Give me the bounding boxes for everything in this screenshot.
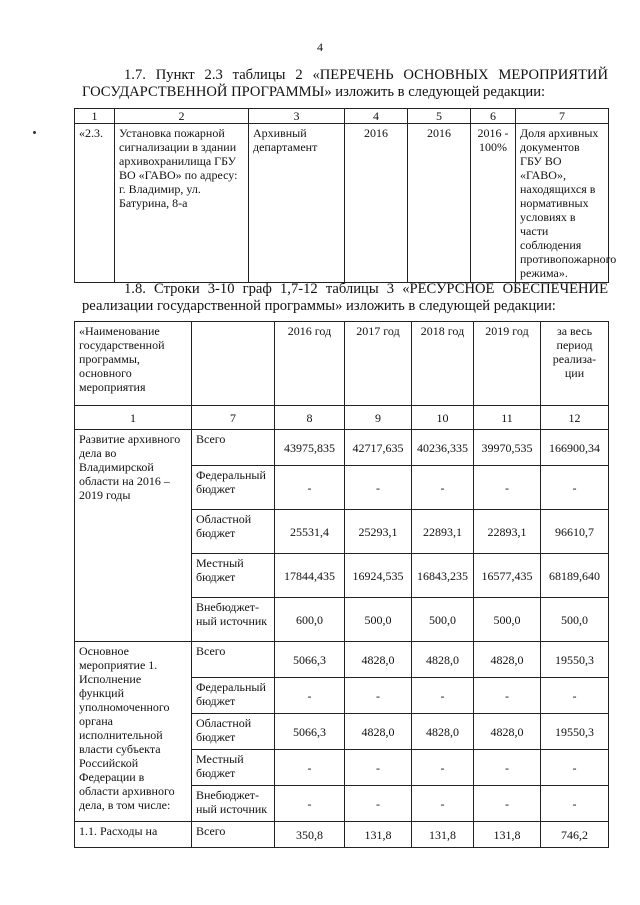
section-1-8-number: 1.8. xyxy=(124,281,146,297)
funding-source: Федеральный бюджет xyxy=(192,678,275,714)
measures-table-row xyxy=(75,124,609,283)
resources-header-year: 2016 год xyxy=(275,322,345,406)
value-2018: - xyxy=(412,786,474,822)
value-2017: - xyxy=(345,750,412,786)
value-2016: 5066,3 xyxy=(275,714,345,750)
measures-header-cell: 1 xyxy=(75,109,115,124)
resources-colnum: 7 xyxy=(192,406,275,430)
funding-source: Всего xyxy=(192,430,275,466)
value-total: - xyxy=(541,678,609,714)
value-2019: 39970,535 xyxy=(474,430,541,466)
section-1-7-paragraph xyxy=(82,67,608,101)
measures-header-cell: 6 xyxy=(471,109,516,124)
value-total: 500,0 xyxy=(541,598,609,642)
value-2019: 4828,0 xyxy=(474,714,541,750)
resources-colnum: 8 xyxy=(275,406,345,430)
value-2017: 4828,0 xyxy=(345,714,412,750)
section-1-7-number: 1.7. xyxy=(124,67,146,83)
measure-start-year: 2016 xyxy=(345,124,408,283)
section-1-7-text: Пункт 2.3 таблицы 2 «ПЕРЕЧЕНЬ ОСНОВНЫХ МЕРОПРИЯТИЙ ГОСУДАРСТВЕННОЙ ПРОГРАММЫ» изложить в следующей редакции: xyxy=(82,67,609,100)
value-total: 68189,640 xyxy=(541,554,609,598)
value-total: 166900,34 xyxy=(541,430,609,466)
value-2016: 350,8 xyxy=(275,822,345,848)
value-2018: 40236,335 xyxy=(412,430,474,466)
funding-source: Внебюджет-ный источник xyxy=(192,786,275,822)
resources-header-year: 2019 год xyxy=(474,322,541,406)
funding-source: Областной бюджет xyxy=(192,510,275,554)
value-2019: 131,8 xyxy=(474,822,541,848)
value-2019: - xyxy=(474,466,541,510)
measures-header-cell: 7 xyxy=(516,109,609,124)
resources-header-row xyxy=(75,322,609,406)
value-total: - xyxy=(541,786,609,822)
value-2017: 16924,535 xyxy=(345,554,412,598)
value-total: 746,2 xyxy=(541,822,609,848)
measure-completion: 2016 - 100% xyxy=(471,124,516,283)
value-2017: 500,0 xyxy=(345,598,412,642)
value-2016: - xyxy=(275,786,345,822)
value-2019: - xyxy=(474,678,541,714)
page-number: 4 xyxy=(317,40,323,54)
value-total: 19550,3 xyxy=(541,714,609,750)
measures-table xyxy=(74,108,617,283)
table-row xyxy=(75,430,609,466)
value-2018: - xyxy=(412,750,474,786)
resources-header-name: «Наименование государственной программы, основного мероприятия xyxy=(75,322,192,406)
value-total: 19550,3 xyxy=(541,642,609,678)
funding-source: Всего xyxy=(192,642,275,678)
measure-number: «2.3. xyxy=(75,124,115,283)
value-2018: - xyxy=(412,678,474,714)
value-2017: 131,8 xyxy=(345,822,412,848)
funding-source: Областной бюджет xyxy=(192,714,275,750)
value-2017: - xyxy=(345,466,412,510)
expense-name: 1.1. Расходы на xyxy=(75,822,192,848)
value-2018: 22893,1 xyxy=(412,510,474,554)
value-2018: 4828,0 xyxy=(412,714,474,750)
program-name: Развитие архивного дела во Владимирской области на 2016 – 2019 годы xyxy=(75,430,192,642)
value-2017: 4828,0 xyxy=(345,642,412,678)
value-2017: 42717,635 xyxy=(345,430,412,466)
value-2017: - xyxy=(345,786,412,822)
value-2016: 43975,835 xyxy=(275,430,345,466)
value-2016: - xyxy=(275,750,345,786)
resources-colnum: 9 xyxy=(345,406,412,430)
value-2016: 5066,3 xyxy=(275,642,345,678)
value-2019: - xyxy=(474,750,541,786)
measures-header-cell: 3 xyxy=(249,109,345,124)
measures-header-cell: 2 xyxy=(115,109,249,124)
measures-header-cell: 5 xyxy=(408,109,471,124)
value-2019: 16577,435 xyxy=(474,554,541,598)
funding-source: Федеральный бюджет xyxy=(192,466,275,510)
measure-name: Основное мероприятие 1. Исполнение функций уполномоченного органа исполнительной власти субъекта Российской Федерации в области архивного дела, в том числе: xyxy=(75,642,192,822)
value-2019: 22893,1 xyxy=(474,510,541,554)
funding-source: Всего xyxy=(192,822,275,848)
value-total: 96610,7 xyxy=(541,510,609,554)
value-2016: 17844,435 xyxy=(275,554,345,598)
value-2018: 131,8 xyxy=(412,822,474,848)
funding-source: Местный бюджет xyxy=(192,750,275,786)
measure-executor: Архивный департамент xyxy=(249,124,345,283)
table-row xyxy=(75,642,609,678)
value-2016: - xyxy=(275,466,345,510)
resources-table xyxy=(74,321,609,848)
value-2016: - xyxy=(275,678,345,714)
measure-end-year: 2016 xyxy=(408,124,471,283)
section-1-8-paragraph xyxy=(82,281,608,315)
resources-colnum: 11 xyxy=(474,406,541,430)
value-2018: - xyxy=(412,466,474,510)
measure-description: Установка пожарной сигнализации в здании архивохранилища ГБУ ВО «ГАВО» по адресу: г. Владимир, ул. Батурина, 8-а xyxy=(115,124,249,283)
value-2017: - xyxy=(345,678,412,714)
funding-source: Местный бюджет xyxy=(192,554,275,598)
value-2019: 500,0 xyxy=(474,598,541,642)
section-1-8-text: Строки 3-10 граф 1,7-12 таблицы 3 «РЕСУРСНОЕ ОБЕСПЕЧЕНИЕ реализации государственной программы» изложить в следующей редакции: xyxy=(82,281,608,314)
resources-colnum: 1 xyxy=(75,406,192,430)
value-total: - xyxy=(541,466,609,510)
measures-header-cell: 4 xyxy=(345,109,408,124)
resources-header-year: 2017 год xyxy=(345,322,412,406)
value-2018: 16843,235 xyxy=(412,554,474,598)
value-2018: 500,0 xyxy=(412,598,474,642)
resources-header-source xyxy=(192,322,275,406)
value-2017: 25293,1 xyxy=(345,510,412,554)
resources-header-total: за весь период реализа-ции xyxy=(541,322,609,406)
value-2019: - xyxy=(474,786,541,822)
resources-colnum: 10 xyxy=(412,406,474,430)
value-2016: 25531,4 xyxy=(275,510,345,554)
margin-mark xyxy=(33,131,36,134)
value-total: - xyxy=(541,750,609,786)
value-2018: 4828,0 xyxy=(412,642,474,678)
table-row xyxy=(75,822,609,848)
resources-colnum: 12 xyxy=(541,406,609,430)
value-2016: 600,0 xyxy=(275,598,345,642)
resources-header-year: 2018 год xyxy=(412,322,474,406)
measures-table-header-row xyxy=(75,109,609,124)
resources-colnum-row xyxy=(75,406,609,430)
value-2019: 4828,0 xyxy=(474,642,541,678)
measure-result: Доля архивных документов ГБУ ВО «ГАВО», находящихся в нормативных условиях в части соблюдения противопожарного режима». xyxy=(516,124,609,283)
funding-source: Внебюджет-ный источник xyxy=(192,598,275,642)
